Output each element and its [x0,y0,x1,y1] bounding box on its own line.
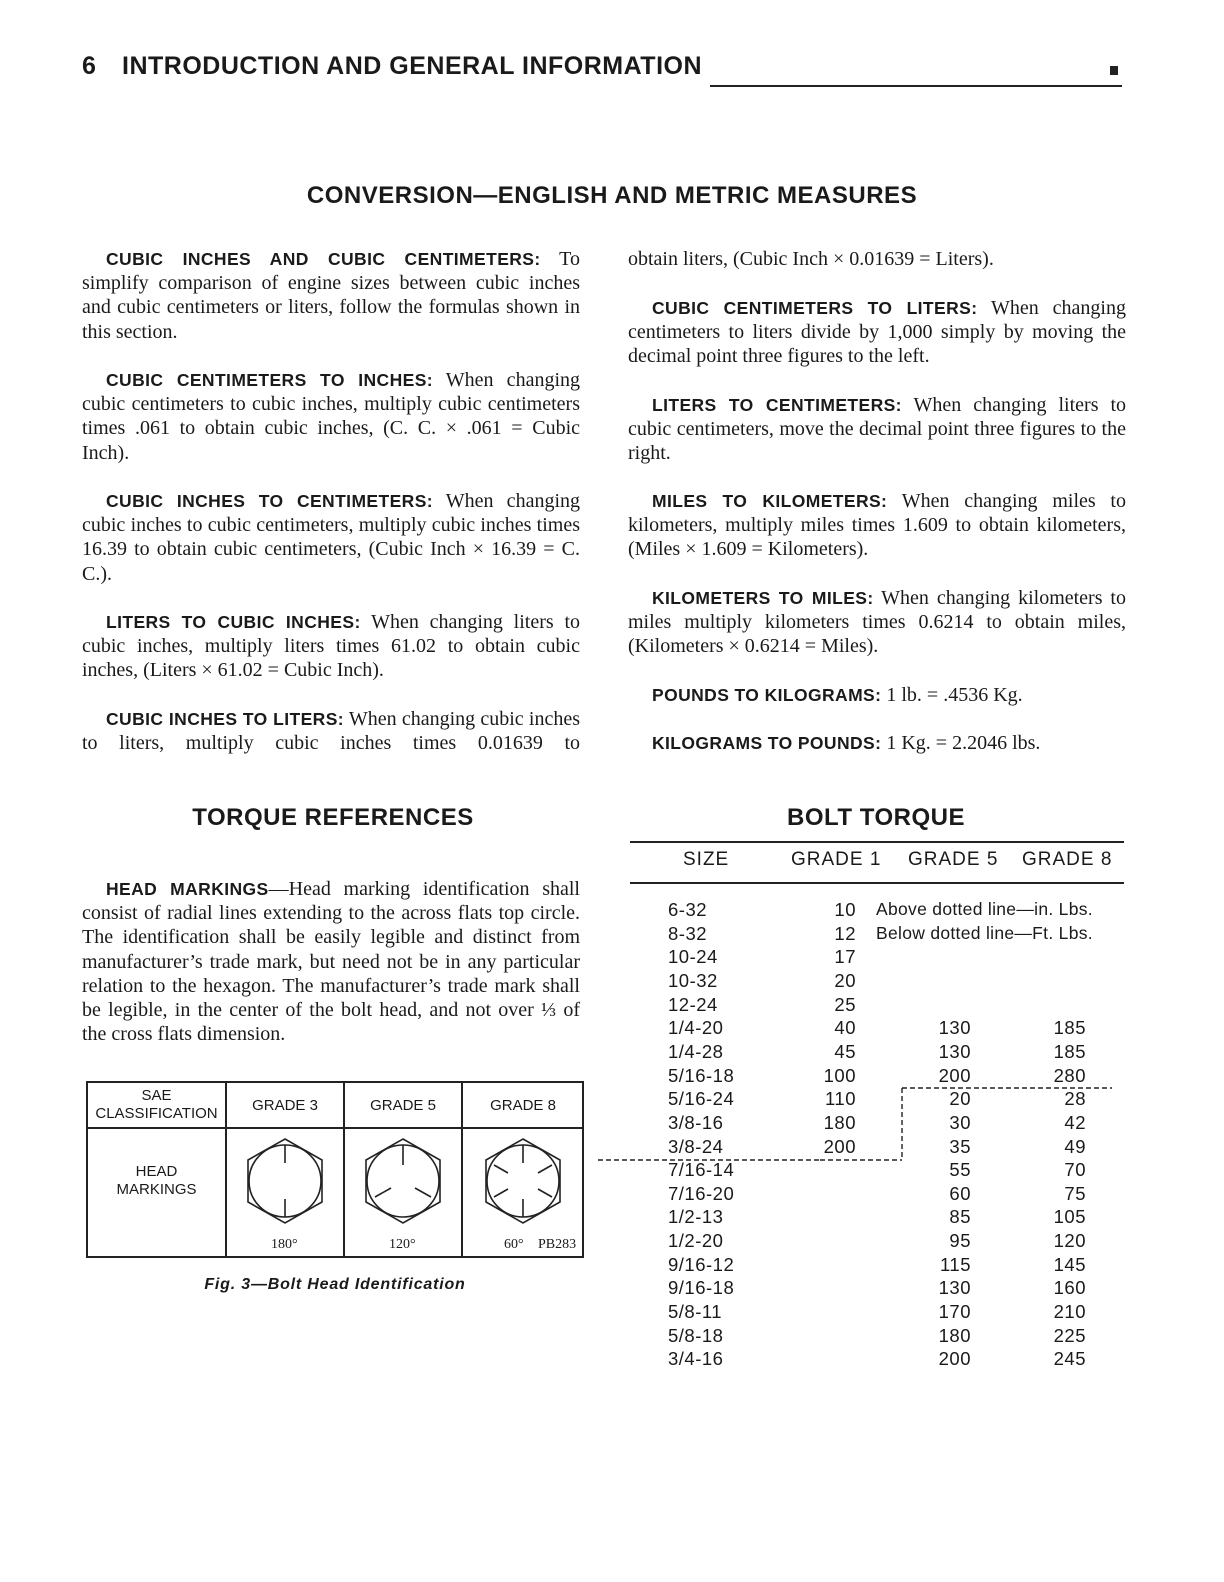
torque-cell-g8: 42 [1064,1112,1086,1133]
torque-cell-g5: 170 [938,1301,971,1322]
torque-cell-g5: 130 [938,1277,971,1298]
torque-cell-g5: 200 [938,1065,971,1086]
para-text: When changing cubic centimeters to cubic inches, multiply cubic centimeters times .061 to obtain cubic inches, (C. C. × .061 = Cubic Inch). [82,369,580,464]
para-text: 1 lb. = .4536 Kg. [881,684,1023,706]
torque-cell-g8: 185 [1053,1041,1086,1062]
para-label: HEAD MARKINGS [106,879,269,899]
torque-cell-g1: 100 [823,1065,856,1086]
torque-cell-size: 7/16-14 [668,1159,735,1180]
torque-cell-g8: 185 [1053,1017,1086,1038]
torque-cell-g5: 95 [949,1230,971,1251]
torque-cell-size: 8-32 [668,923,708,944]
torque-cell-size: 3/8-24 [668,1136,724,1157]
section-title-torque-references: TORQUE REFERENCES [192,804,474,831]
torque-cell-g8: 28 [1064,1088,1086,1109]
header-line: CLASSIFICATION [95,1105,218,1122]
torque-cell-g8: 120 [1053,1230,1086,1251]
torque-cell-g8: 160 [1053,1277,1086,1298]
para-label: CUBIC INCHES TO CENTIMETERS: [106,491,433,511]
para-label: CUBIC CENTIMETERS TO LITERS: [652,298,978,318]
para-text: When changing liters to cubic centimeters, move the decimal point three figures to the right. [628,394,1126,465]
torque-cell-g5: 200 [938,1348,971,1369]
torque-cell-g1: 200 [823,1136,856,1157]
header-grade-3: GRADE 3 [252,1097,318,1114]
torque-cell-size: 6-32 [668,899,708,920]
note-above-dotted-line: Above dotted line—in. Lbs. [876,899,1093,919]
torque-cell-size: 1/2-13 [668,1206,724,1227]
torque-cell-size: 12-24 [668,994,718,1015]
para-text: 1 Kg. = 2.2046 lbs. [881,732,1041,754]
column-header-size: SIZE [683,849,730,870]
column-header-grade-8: GRADE 8 [1022,849,1113,870]
torque-cell-size: 3/8-16 [668,1112,724,1133]
torque-cell-g5: 180 [938,1325,971,1346]
torque-cell-size: 1/4-20 [668,1017,724,1038]
torque-cell-g8: 225 [1053,1325,1086,1346]
para-label: POUNDS TO KILOGRAMS: [652,685,882,705]
torque-cell-size: 1/2-20 [668,1230,724,1251]
header-grade-5: GRADE 5 [370,1097,436,1114]
torque-cell-size: 9/16-18 [668,1277,735,1298]
torque-cell-g1: 12 [834,923,856,944]
figure-code: PB283 [538,1237,577,1252]
note-below-dotted-line: Below dotted line—Ft. Lbs. [876,923,1093,943]
torque-cell-g5: 20 [949,1088,971,1109]
para-label: LITERS TO CENTIMETERS: [652,395,902,415]
angle-grade-3: 180° [271,1237,298,1252]
torque-cell-g1: 45 [834,1041,856,1062]
torque-cell-g8: 70 [1064,1159,1086,1180]
para-text: To simplify comparison of engine sizes between cubic inches and cubic centimeters or liters, follow the formulas shown in this section. [82,248,580,343]
torque-cell-size: 10-24 [668,946,718,967]
para-label: KILOGRAMS TO POUNDS: [652,733,882,753]
torque-cell-size: 10-32 [668,970,718,991]
torque-cell-g5: 60 [949,1183,971,1204]
torque-cell-g5: 115 [940,1254,971,1275]
para-label: MILES TO KILOMETERS: [652,491,888,511]
torque-cell-g5: 130 [938,1041,971,1062]
column-header-grade-1: GRADE 1 [791,849,882,870]
torque-cell-g5: 85 [949,1206,971,1227]
torque-cell-g8: 245 [1053,1348,1086,1369]
para-label: LITERS TO CUBIC INCHES: [106,612,361,632]
torque-cell-g8: 280 [1053,1065,1086,1086]
torque-cell-g8: 49 [1064,1136,1086,1157]
torque-cell-size: 1/4-28 [668,1041,724,1062]
torque-cell-g5: 55 [949,1159,971,1180]
row-label-line: MARKINGS [116,1181,197,1198]
torque-cell-g1: 25 [834,994,856,1015]
torque-cell-g8: 145 [1053,1254,1086,1275]
para-text: When changing kilometers to miles multiply kilometers times 0.6214 to obtain miles, (Kilometers × 0.6214 = Miles). [628,587,1126,658]
torque-cell-g5: 130 [938,1017,971,1038]
angle-grade-8: 60° [504,1237,524,1252]
torque-cell-g5: 35 [949,1136,971,1157]
section-title-bolt-torque: BOLT TORQUE [787,804,965,831]
torque-cell-g1: 20 [834,970,856,991]
torque-cell-g8: 210 [1053,1301,1086,1322]
torque-cell-size: 5/16-18 [668,1065,735,1086]
para-label: CUBIC INCHES AND CUBIC CENTIMETERS: [106,249,541,269]
page-number: 6 [82,52,97,80]
para-text: When changing cubic inches to cubic centimeters, multiply cubic inches times 16.39 to obtain cubic centimeters, (Cubic Inch × 16.39 = C. C.). [82,490,580,585]
torque-cell-size: 7/16-20 [668,1183,735,1204]
torque-cell-g1: 40 [834,1017,856,1038]
torque-cell-g8: 75 [1064,1183,1086,1204]
para-label: KILOMETERS TO MILES: [652,588,874,608]
torque-cell-g1: 180 [823,1112,856,1133]
para-text: When changing miles to kilometers, multiply miles times 1.609 to obtain kilometers, (Miles × 1.609 = Kilometers). [628,490,1126,561]
torque-cell-size: 9/16-12 [668,1254,735,1275]
para-cubic-inches-to-liters-cont: obtain liters, (Cubic Inch × 0.01639 = Liters). [628,248,994,270]
para-text: When changing liters to cubic inches, multiply liters times 61.02 to obtain cubic inches, (Liters × 61.02 = Cubic Inch). [82,611,581,682]
para-label: CUBIC INCHES TO LITERS: [106,709,345,729]
torque-cell-size: 5/8-18 [668,1325,724,1346]
torque-cell-g1: 17 [834,946,856,967]
torque-cell-g8: 105 [1053,1206,1086,1227]
torque-cell-g1: 110 [825,1088,856,1109]
para-text: When changing cubic inches to liters, multiply cubic inches times 0.01639 to [82,708,580,755]
section-title-conversion: CONVERSION—ENGLISH AND METRIC MEASURES [306,182,918,209]
row-label-line: HEAD [135,1163,178,1180]
para-text: —Head marking identification shall consist of radial lines extending to the across flats top circle. The identification shall be easily legible and distinct from manufacturer’s trade mark, but need not be in any particular relation to the hexagon. The manufacturer’s trade mark shall be legible, in the center of the bolt head, and not over ⅓ of the cross flats dimension. [82,878,580,1046]
figure-caption: Fig. 3—Bolt Head Identification [204,1276,466,1293]
torque-cell-g1: 10 [834,899,856,920]
angle-grade-5: 120° [389,1237,416,1252]
para-text: When changing centimeters to liters divide by 1,000 simply by moving the decimal point three figures to the left. [628,297,1126,368]
torque-cell-size: 5/8-11 [668,1301,723,1322]
torque-cell-size: 5/16-24 [668,1088,735,1109]
running-title: INTRODUCTION AND GENERAL INFORMATION [122,52,703,80]
torque-cell-g5: 30 [949,1112,971,1133]
torque-cell-size: 3/4-16 [668,1348,724,1369]
column-header-grade-5: GRADE 5 [908,849,999,870]
header-line: SAE [141,1087,172,1104]
para-label: CUBIC CENTIMETERS TO INCHES: [106,370,433,390]
header-grade-8: GRADE 8 [490,1097,556,1114]
